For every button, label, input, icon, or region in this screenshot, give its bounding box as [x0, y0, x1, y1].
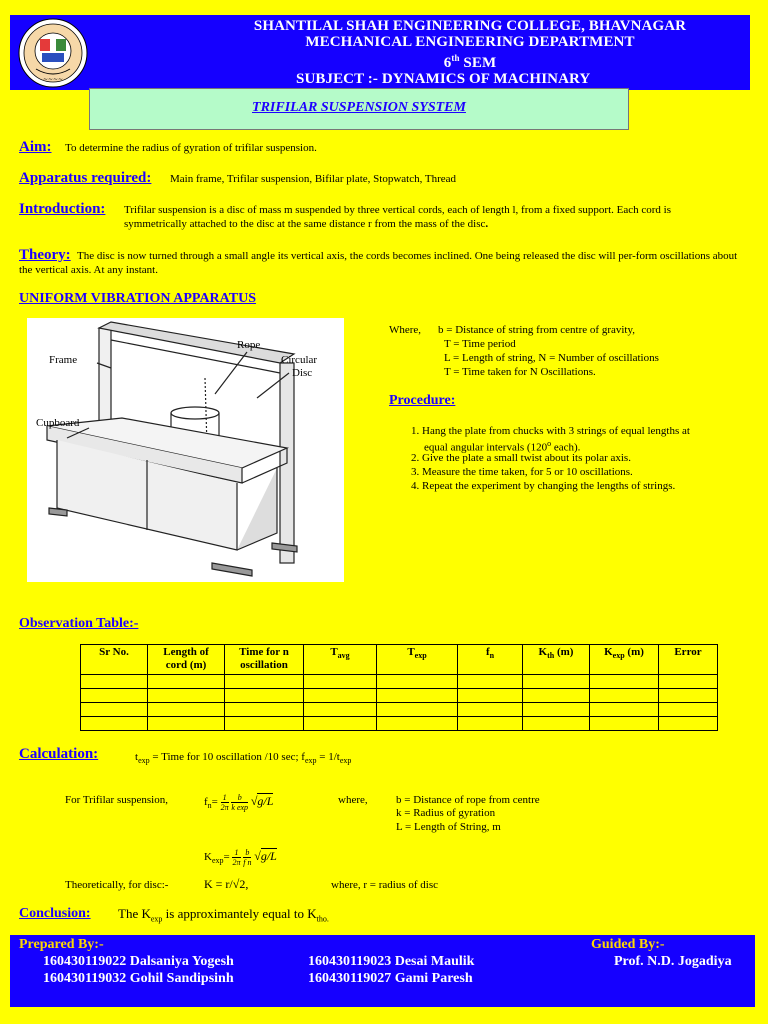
col-tavg: $T_{avg}$ — [304, 645, 377, 675]
student-1: 160430119022 Dalsaniya Yogesh — [43, 954, 234, 969]
introduction-heading: Introduction: — [19, 201, 106, 217]
kexp-formula: $K_{exp}=$ $\frac{1}{2\pi}$ $\frac{b}{\text{f n}}$ √g/L — [204, 848, 277, 867]
semester: 6th SEM — [443, 53, 497, 71]
label-circular: Circular — [281, 354, 318, 366]
where-line-3: L = Length of string, N = Number of oscillations — [444, 352, 659, 364]
apparatus-section-heading: UNIFORM VIBRATION APPARATUS — [19, 291, 256, 306]
calculation-line: $t_{exp}$ = Time for 10 oscillation /10 sec; $f_{exp} = 1/t_{exp}$ — [135, 751, 352, 766]
label-cupboard: Cupboard — [36, 417, 80, 429]
table-row — [81, 675, 718, 689]
col-time: Time for n oscillation — [225, 645, 304, 675]
observation-table — [80, 644, 718, 731]
college-name: SHANTILAL SHAH ENGINEERING COLLEGE, BHAVNAGAR — [253, 18, 687, 34]
student-3: 160430119032 Gohil Sandipsinh — [43, 971, 234, 986]
theoretical-formula: K = r/√2, — [204, 877, 249, 891]
label-rope: Rope — [237, 339, 261, 351]
college-logo-icon — [16, 17, 90, 89]
apparatus-text: Main frame, Trifilar suspension, Bifilar plate, Stopwatch, Thread — [170, 173, 457, 185]
where-line-4: T = Time taken for N Oscillations. — [444, 366, 596, 378]
fn-where-2: k = Radius of gyration — [396, 807, 496, 819]
procedure-step-3: 3. Measure the time taken, for 5 or 10 oscillations. — [411, 466, 633, 478]
subject: SUBJECT :- DYNAMICS OF MACHINARY — [296, 71, 591, 87]
header-text — [250, 18, 690, 87]
introduction-text: Trifilar suspension is a disc of mass m suspended by three vertical cords, each of length l, from a fixed support. Each cord is symmetrically attached to the disc at the same distance r from the mass of the disc. — [124, 204, 672, 230]
theoretical-label: Theoretically, for disc:- — [65, 879, 169, 891]
table-row — [81, 689, 718, 703]
apparatus-heading: Apparatus required: — [19, 170, 152, 186]
procedure-step-4: 4. Repeat the experiment by changing the lengths of strings. — [411, 480, 676, 492]
aim-heading: Aim: — [19, 139, 52, 155]
title-box — [89, 88, 629, 130]
apparatus-drawing-icon — [27, 318, 344, 582]
fn-where-3: L = Length of String, m — [396, 821, 501, 833]
fn-where-label: where, — [338, 794, 368, 806]
student-4: 160430119027 Gami Paresh — [308, 971, 473, 986]
department-name: MECHANICAL ENGINEERING DEPARTMENT — [305, 34, 635, 50]
theory-heading: Theory: — [19, 247, 71, 263]
aim-text: To determine the radius of gyration of trifilar suspension. — [65, 142, 317, 154]
fn-where-1: b = Distance of rope from centre — [396, 794, 540, 806]
page-title: TRIFILAR SUSPENSION SYSTEM — [252, 100, 466, 115]
where-line-1: b = Distance of string from centre of gravity, — [438, 324, 636, 336]
col-fn: $f_n$ — [458, 645, 523, 675]
col-error: Error — [659, 645, 718, 675]
theoretical-where: where, r = radius of disc — [331, 879, 439, 891]
header-banner — [10, 15, 750, 90]
trifilar-label: For Trifilar suspension, — [65, 794, 168, 806]
label-disc: Disc — [292, 367, 313, 379]
col-length: Length of cord (m) — [148, 645, 225, 675]
table-row — [81, 703, 718, 717]
table-row — [81, 717, 718, 731]
label-frame: Frame — [49, 354, 78, 366]
procedure-step-1b: equal angular intervals (120$^o$ each). — [424, 439, 581, 454]
fn-formula: $f_n=$ $\frac{1}{2\pi}$ $\frac{b}{\text{k exp}}$ √g/L — [204, 793, 274, 812]
conclusion-text: The $K_{exp}$ is approximantely equal to $K_{tho.}$ — [118, 906, 329, 924]
conclusion-heading: Conclusion: — [19, 906, 91, 921]
calculation-heading: Calculation: — [19, 746, 99, 762]
col-kexp: $K_{exp}$ (m) — [590, 645, 659, 675]
where-intro: Where, — [389, 324, 422, 336]
guided-by-label: Guided By:- — [591, 937, 665, 952]
apparatus-figure — [27, 318, 344, 582]
student-2: 160430119023 Desai Maulik — [308, 954, 475, 969]
footer-banner — [10, 935, 755, 1007]
svg-text:~~~~: ~~~~ — [42, 76, 64, 83]
theory-text: The disc is now turned through a small angle its vertical axis, the cords becomes inclined. One being released the disc will per-form oscillations about the vertical axis. At any instant. — [19, 250, 738, 276]
procedure-step-2: 2. Give the plate a small twist about its polar axis. — [411, 452, 631, 464]
col-sr-no: Sr No. — [81, 645, 148, 675]
procedure-step-1a: 1. Hang the plate from chucks with 3 strings of equal lengths at — [411, 425, 690, 437]
guide-name: Prof. N.D. Jogadiya — [614, 954, 732, 969]
col-texp: $T_{exp}$ — [377, 645, 458, 675]
observation-heading: Observation Table:- — [19, 616, 139, 631]
prepared-by-label: Prepared By:- — [19, 937, 104, 952]
where-line-2: T = Time period — [444, 338, 516, 350]
col-kth: $K_{th}$ (m) — [523, 645, 590, 675]
table-header-row — [81, 645, 718, 675]
procedure-heading: Procedure: — [389, 393, 456, 408]
